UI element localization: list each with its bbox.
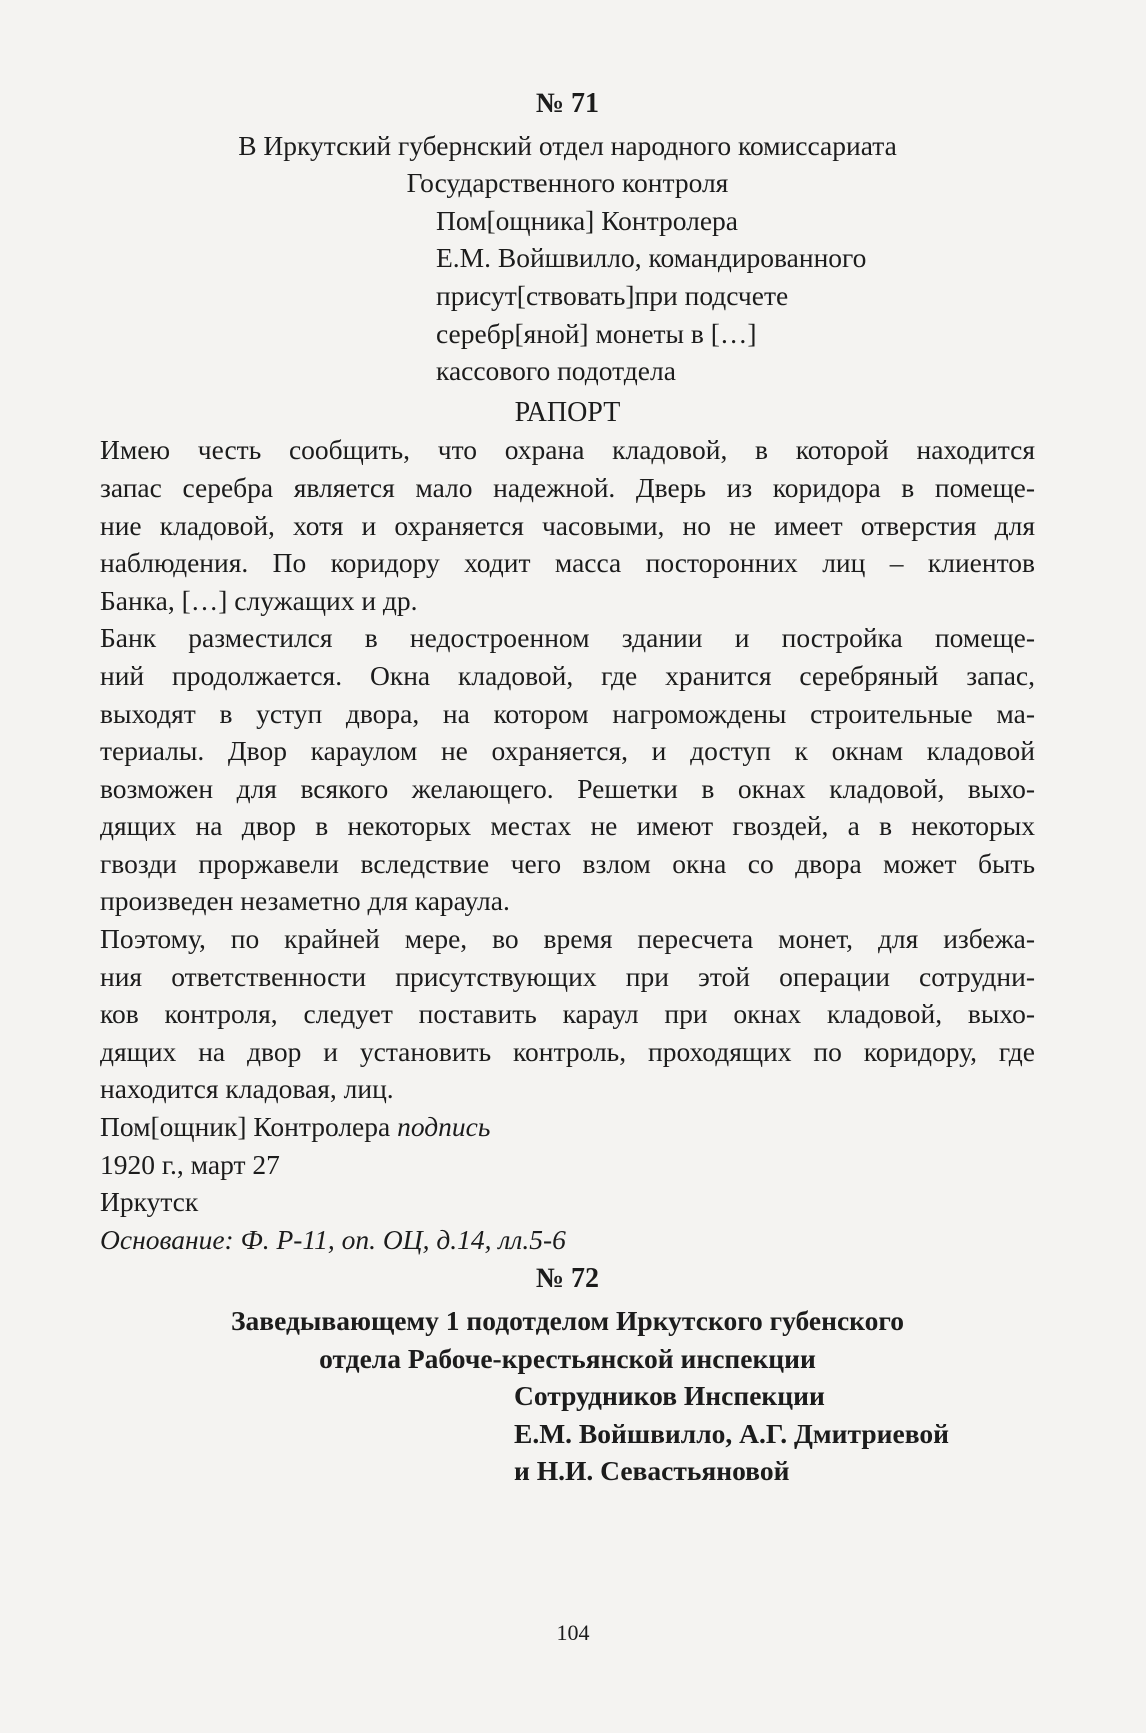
addressee-line: Государственного контроля	[406, 167, 729, 199]
signature-position: Пом[ощник] Контролера	[100, 1111, 391, 1143]
paragraph-1	[100, 431, 1035, 619]
addressee-block-72	[100, 1302, 1035, 1377]
report-title: РАПОРТ	[514, 396, 621, 428]
paragraph-3	[100, 920, 1035, 1108]
page-number: 104	[556, 1620, 590, 1645]
signature-mark: подпись	[397, 1111, 491, 1143]
text-line: дящих на двор и установить контроль, проходящих по коридору, где	[100, 1035, 1035, 1067]
paragraph-2	[100, 619, 1035, 920]
text-line: ний продолжается. Окна кладовой, где хранится серебряный запас,	[100, 659, 1035, 691]
sender-line: Пом[ощника] Контролера	[436, 204, 739, 236]
text-line: ков контроля, следует поставить караул при окнах кладовой, выхо-	[100, 998, 1035, 1030]
text-line: наблюдения. По коридору ходит масса посторонних лиц – клиентов	[100, 547, 1035, 579]
document-number-71: № 71	[535, 88, 600, 119]
text-line: дящих на двор в некоторых местах не имеют гвоздей, а в некоторых	[100, 810, 1035, 842]
sender-line: кассового подотдела	[436, 355, 676, 387]
addressee-line: В Иркутский губернский отдел народного комиссариата	[238, 129, 897, 161]
addressee-line: Заведывающему 1 подотделом Иркутского губенского	[231, 1305, 904, 1336]
signature-date: 1920 г., март 27	[100, 1148, 280, 1180]
text-line: Поэтому, по крайней мере, во время пересчета монет, для избежа-	[100, 923, 1035, 955]
sender-line: Сотрудников Инспекции	[514, 1380, 825, 1412]
text-line: гвозди проржавели вследствие чего взлом окна со двора может быть	[100, 847, 1035, 879]
sender-line: и Н.И. Севастьяновой	[514, 1455, 790, 1487]
text-line: находится кладовая, лиц.	[100, 1073, 394, 1105]
sender-line: Е.М. Войшвилло, А.Г. Дмитриевой	[514, 1417, 949, 1449]
text-line: Имею честь сообщить, что охрана кладовой, в которой находится	[100, 434, 1035, 466]
addressee-block-71	[100, 127, 1035, 202]
document-page	[100, 85, 1035, 1490]
signature-line	[100, 1108, 1035, 1146]
document-number-72: № 72	[535, 1263, 600, 1295]
text-line: выходят в уступ двора, на котором нагромождены строительные ма-	[100, 697, 1035, 729]
sender-line: Е.М. Войшвилло, командированного	[436, 242, 867, 274]
text-line: териалы. Двор караулом не охраняется, и доступ к окнам кладовой	[100, 735, 1035, 767]
text-line: запас серебра является мало надежной. Дверь из коридора в помеще-	[100, 471, 1035, 503]
text-line: Банка, […] служащих и др.	[100, 584, 418, 616]
signature-place: Иркутск	[100, 1186, 199, 1218]
sender-line: присут[ствовать]при подсчете	[436, 279, 789, 311]
sender-line: серебр[яной] монеты в […]	[436, 317, 757, 349]
signature-block	[100, 1108, 1035, 1258]
sender-block-71	[436, 202, 1035, 390]
archive-source: Основание: Ф. Р-11, оп. ОЦ, д.14, лл.5-6	[100, 1223, 566, 1255]
text-line: Банк разместился в недостроенном здании и постройка помеще-	[100, 622, 1035, 654]
text-line: произведен незаметно для караула.	[100, 885, 510, 917]
addressee-line: отдела Рабоче-крестьянской инспекции	[319, 1342, 816, 1374]
sender-block-72	[514, 1377, 1035, 1490]
text-line: ния ответственности присутствующих при этой операции сотрудни-	[100, 960, 1035, 992]
text-line: возможен для всякого желающего. Решетки в окнах кладовой, выхо-	[100, 772, 1035, 804]
text-line: ние кладовой, хотя и охраняется часовыми, но не имеет отверстия для	[100, 509, 1035, 541]
